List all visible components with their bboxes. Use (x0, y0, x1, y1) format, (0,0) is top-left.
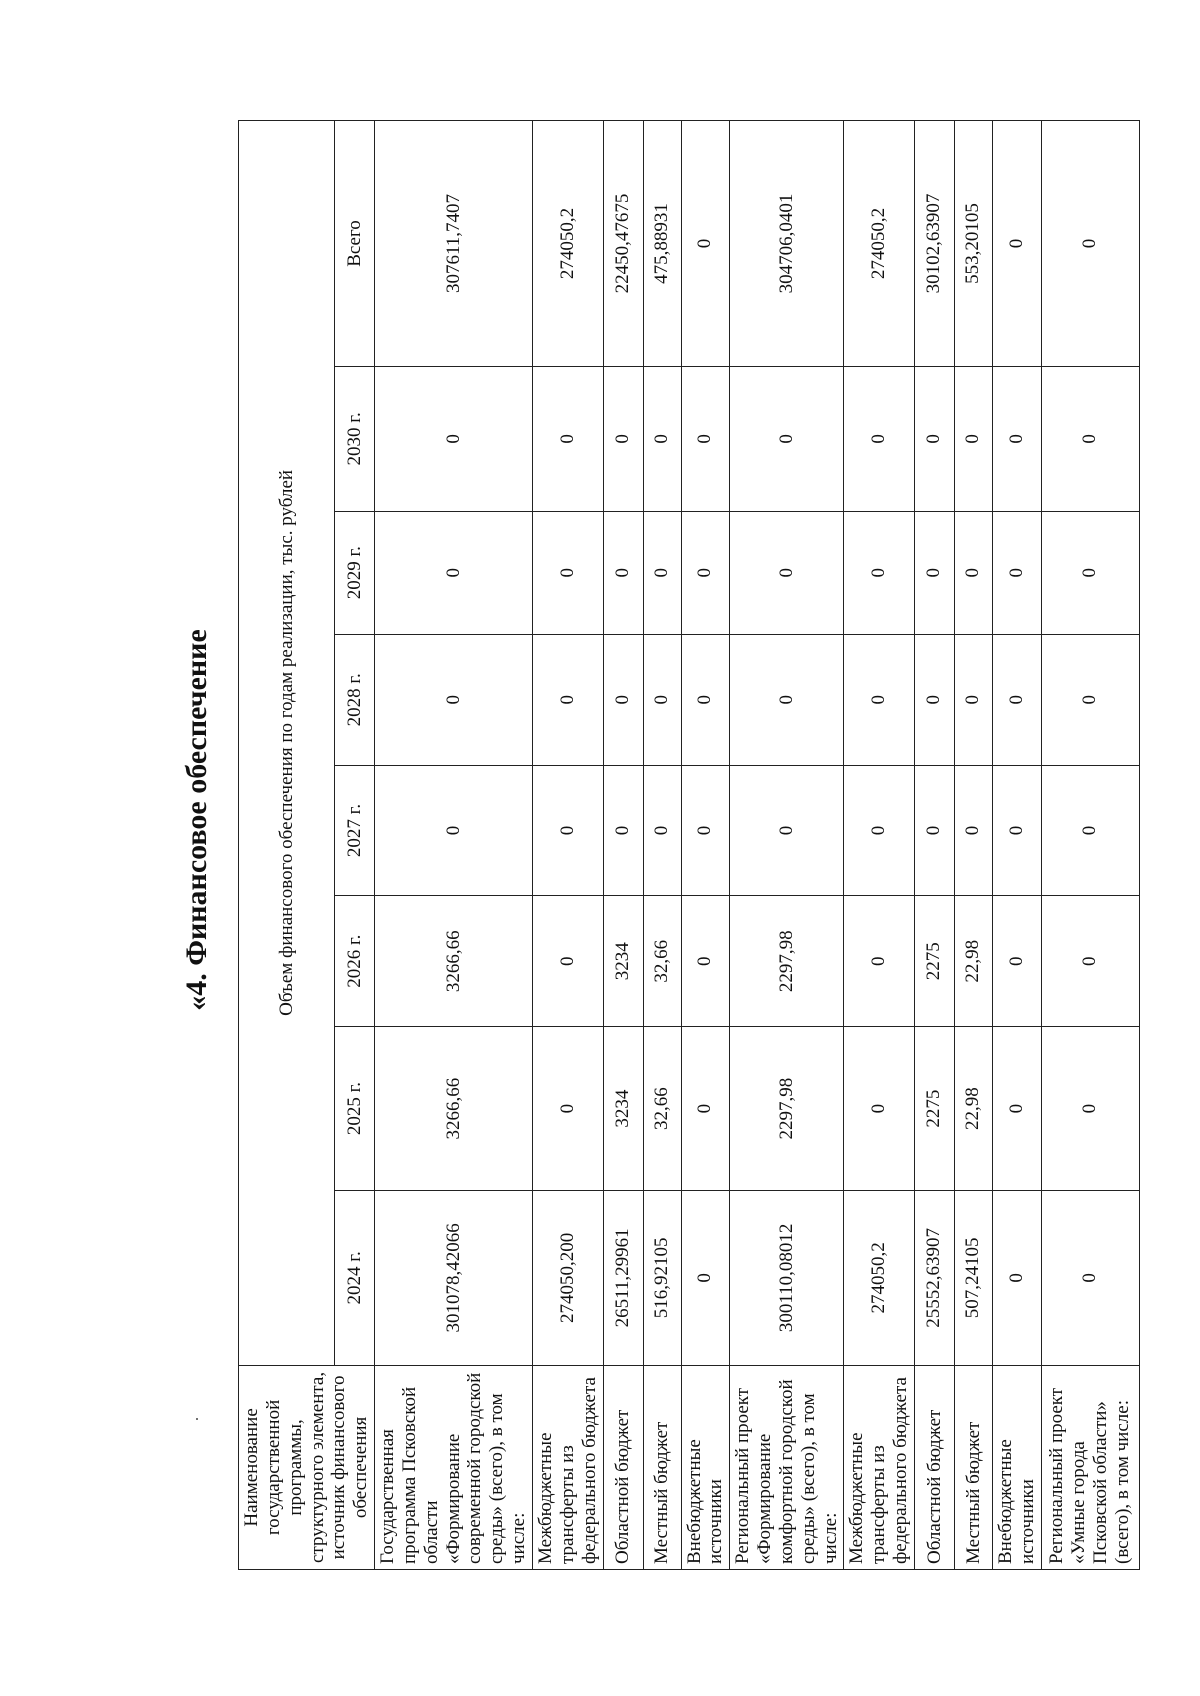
row-year-value: 0 (643, 765, 681, 895)
table-row (375, 121, 533, 1570)
table-row (844, 121, 915, 1570)
row-year-value: 0 (681, 1190, 730, 1365)
row-year-value: 0 (954, 511, 992, 634)
row-year-value: 0 (603, 511, 643, 634)
row-year-value: 0 (681, 765, 730, 895)
row-year-value: 0 (603, 366, 643, 511)
row-year-value: 0 (681, 1027, 730, 1191)
table-row (643, 121, 681, 1570)
table-row (954, 121, 992, 1570)
table-years-row (335, 121, 375, 1570)
header-group-cell: Объем финансового обеспечения по годам реализации, тыс. рублей (239, 121, 335, 1366)
row-total-value: 22450,47675 (603, 121, 643, 367)
row-year-value: 0 (730, 511, 844, 634)
row-year-value: 0 (603, 634, 643, 765)
row-year-value: 0 (681, 896, 730, 1027)
row-year-value: 3234 (603, 896, 643, 1027)
row-year-value: 0 (1041, 1190, 1139, 1365)
table-row (992, 121, 1041, 1570)
row-label: Региональный проект «Умные города Псковской области» (всего), в том числе: (1041, 1365, 1139, 1569)
row-year-value: 0 (532, 511, 603, 634)
row-year-value: 0 (375, 765, 533, 895)
row-year-value: 3266,66 (375, 896, 533, 1027)
row-label: Межбюджетные трансферты из федерального бюджета (844, 1365, 915, 1569)
row-year-value: 0 (844, 896, 915, 1027)
header-year: 2028 г. (335, 634, 375, 765)
table-row (603, 121, 643, 1570)
row-label: Областной бюджет (914, 1365, 954, 1569)
row-year-value: 516,92105 (643, 1190, 681, 1365)
row-year-value: 0 (643, 511, 681, 634)
page-title-text: «4. Финансовое обеспечение (180, 629, 213, 1011)
row-year-value: 0 (730, 765, 844, 895)
row-year-value: 0 (532, 366, 603, 511)
row-year-value: 32,66 (643, 896, 681, 1027)
row-year-value: 0 (954, 634, 992, 765)
row-year-value: 0 (532, 765, 603, 895)
row-label: Местный бюджет (954, 1365, 992, 1569)
row-total-value: 274050,2 (844, 121, 915, 367)
financing-table (238, 120, 1140, 1570)
row-year-value: 507,24105 (954, 1190, 992, 1365)
row-label: Внебюджетные источники (992, 1365, 1041, 1569)
header-year: 2026 г. (335, 896, 375, 1027)
row-year-value: 0 (1041, 366, 1139, 511)
row-year-value: 2297,98 (730, 1027, 844, 1191)
row-total-value: 304706,0401 (730, 121, 844, 367)
header-year: 2030 г. (335, 366, 375, 511)
row-total-value: 475,88931 (643, 121, 681, 367)
row-year-value: 0 (1041, 511, 1139, 634)
row-year-value: 0 (992, 896, 1041, 1027)
table-row (681, 121, 730, 1570)
row-label: Межбюджетные трансферты из федерального бюджета (532, 1365, 603, 1569)
row-year-value: 2275 (914, 896, 954, 1027)
table-row (1041, 121, 1139, 1570)
row-total-value: 274050,2 (532, 121, 603, 367)
row-year-value: 0 (532, 1027, 603, 1191)
row-total-value: 0 (1041, 121, 1139, 367)
row-year-value: 2275 (914, 1027, 954, 1191)
row-year-value: 0 (914, 366, 954, 511)
row-year-value: 0 (1041, 765, 1139, 895)
row-year-value: 0 (681, 366, 730, 511)
row-year-value: 300110,08012 (730, 1190, 844, 1365)
row-year-value: 0 (992, 366, 1041, 511)
row-year-value: 3266,66 (375, 1027, 533, 1191)
row-year-value: 0 (643, 634, 681, 765)
header-year: 2025 г. (335, 1027, 375, 1191)
header-year: 2027 г. (335, 765, 375, 895)
row-label: Государственная программа Псковской области «Формирование современной городской среды» (всего), в том числе: (375, 1365, 533, 1569)
row-year-value: 0 (375, 511, 533, 634)
row-year-value: 0 (532, 896, 603, 1027)
row-year-value: 0 (681, 634, 730, 765)
row-label: Областной бюджет (603, 1365, 643, 1569)
row-year-value: 0 (992, 511, 1041, 634)
row-year-value: 0 (844, 511, 915, 634)
row-year-value: 0 (954, 366, 992, 511)
row-year-value: 274050,200 (532, 1190, 603, 1365)
header-name-cell: Наименование государственной программы, структурного элемента, источник финансового обеспечения (239, 1365, 375, 1569)
row-year-value: 0 (643, 366, 681, 511)
row-year-value: 0 (914, 765, 954, 895)
row-year-value: 26511,29961 (603, 1190, 643, 1365)
row-label: Местный бюджет (643, 1365, 681, 1569)
row-year-value: 3234 (603, 1027, 643, 1191)
row-year-value: 25552,63907 (914, 1190, 954, 1365)
row-year-value: 0 (992, 765, 1041, 895)
row-year-value: 0 (992, 1190, 1041, 1365)
row-year-value: 0 (844, 366, 915, 511)
header-total: Всего (335, 121, 375, 367)
row-year-value: 22,98 (954, 1027, 992, 1191)
row-total-value: 553,20105 (954, 121, 992, 367)
row-label: Внебюджетные источники (681, 1365, 730, 1569)
row-year-value: 0 (1041, 634, 1139, 765)
table-row (730, 121, 844, 1570)
row-year-value: 0 (844, 634, 915, 765)
row-year-value: 0 (1041, 1027, 1139, 1191)
row-year-value: 2297,98 (730, 896, 844, 1027)
row-year-value: 0 (914, 511, 954, 634)
row-year-value: 0 (954, 765, 992, 895)
header-year: 2024 г. (335, 1190, 375, 1365)
row-year-value: 32,66 (643, 1027, 681, 1191)
row-year-value: 22,98 (954, 896, 992, 1027)
row-year-value: 0 (375, 366, 533, 511)
row-year-value: 0 (730, 366, 844, 511)
row-year-value: 0 (730, 634, 844, 765)
row-year-value: 0 (844, 765, 915, 895)
scan-speck (196, 1418, 198, 1420)
row-year-value: 301078,42066 (375, 1190, 533, 1365)
financing-table-container (238, 120, 1133, 1570)
row-year-value: 0 (603, 765, 643, 895)
row-year-value: 0 (1041, 896, 1139, 1027)
row-year-value: 0 (681, 511, 730, 634)
row-total-value: 307611,7407 (375, 121, 533, 367)
row-total-value: 0 (992, 121, 1041, 367)
table-row (532, 121, 603, 1570)
row-year-value: 274050,2 (844, 1190, 915, 1365)
table-header-row (239, 121, 335, 1570)
header-year: 2029 г. (335, 511, 375, 634)
row-total-value: 30102,63907 (914, 121, 954, 367)
row-total-value: 0 (681, 121, 730, 367)
row-year-value: 0 (375, 634, 533, 765)
row-year-value: 0 (992, 634, 1041, 765)
row-label: Региональный проект «Формирование комфортной городской среды» (всего), в том числе: (730, 1365, 844, 1569)
row-year-value: 0 (532, 634, 603, 765)
row-year-value: 0 (992, 1027, 1041, 1191)
table-row (914, 121, 954, 1570)
row-year-value: 0 (844, 1027, 915, 1191)
row-year-value: 0 (914, 634, 954, 765)
